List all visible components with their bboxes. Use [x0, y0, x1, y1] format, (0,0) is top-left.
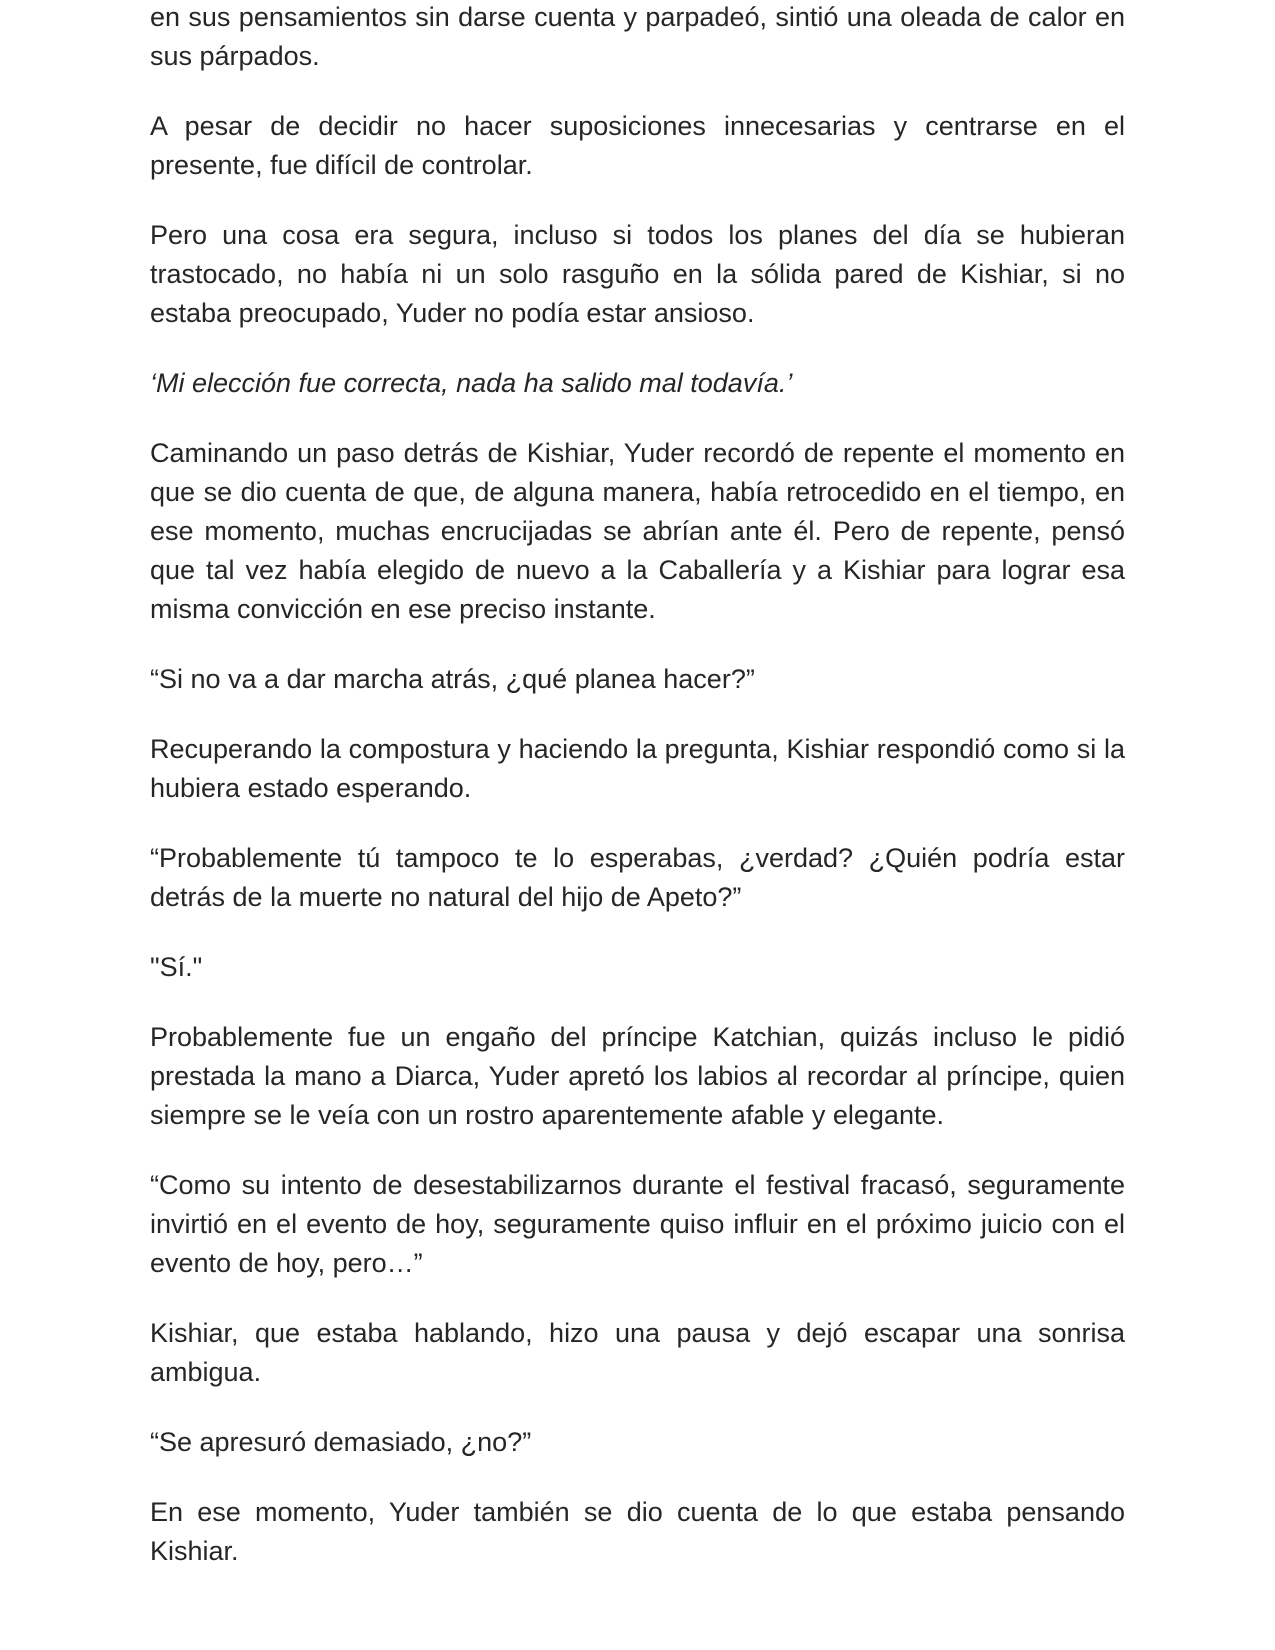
- paragraph: Recuperando la compostura y haciendo la pregunta, Kishiar respondió como si la hubiera estado esperando.: [150, 734, 1125, 803]
- paragraph-italic-thought: ‘Mi elección fue correcta, nada ha salido mal todavía.’: [150, 368, 793, 398]
- paragraph-dialogue: “Como su intento de desestabilizarnos durante el festival fracasó, seguramente invirtió en el evento de hoy, seguramente quiso influir en el próximo juicio con el evento de hoy, pero…”: [150, 1170, 1125, 1278]
- paragraph: Probablemente fue un engaño del príncipe Katchian, quizás incluso le pidió prestada la mano a Diarca, Yuder apretó los labios al recordar al príncipe, quien siempre se le veía con un rostro aparentemente afable y elegante.: [150, 1022, 1125, 1130]
- paragraph-dialogue: “Se apresuró demasiado, ¿no?”: [150, 1427, 532, 1457]
- paragraph: Kishiar, que estaba hablando, hizo una pausa y dejó escapar una sonrisa ambigua.: [150, 1318, 1125, 1387]
- paragraph-dialogue: "Sí.": [150, 952, 203, 982]
- paragraph: A pesar de decidir no hacer suposiciones innecesarias y centrarse en el presente, fue difícil de controlar.: [150, 111, 1125, 180]
- paragraph: en sus pensamientos sin darse cuenta y parpadeó, sintió una oleada de calor en sus párpados.: [150, 2, 1125, 71]
- paragraph-dialogue: “Si no va a dar marcha atrás, ¿qué planea hacer?”: [150, 664, 755, 694]
- paragraph: En ese momento, Yuder también se dio cuenta de lo que estaba pensando Kishiar.: [150, 1497, 1125, 1566]
- document-page: [150, 0, 1125, 1602]
- paragraph: Pero una cosa era segura, incluso si todos los planes del día se hubieran trastocado, no había ni un solo rasguño en la sólida pared de Kishiar, si no estaba preocupado, Yuder no podía estar ansioso.: [150, 220, 1125, 328]
- paragraph: Caminando un paso detrás de Kishiar, Yuder recordó de repente el momento en que se dio cuenta de que, de alguna manera, había retrocedido en el tiempo, en ese momento, muchas encrucijadas se abrían ante él. Pero de repente, pensó que tal vez había elegido de nuevo a la Caballería y a Kishiar para lograr esa misma convicción en ese preciso instante.: [150, 438, 1125, 624]
- paragraph-dialogue: “Probablemente tú tampoco te lo esperabas, ¿verdad? ¿Quién podría estar detrás de la muerte no natural del hijo de Apeto?”: [150, 843, 1125, 912]
